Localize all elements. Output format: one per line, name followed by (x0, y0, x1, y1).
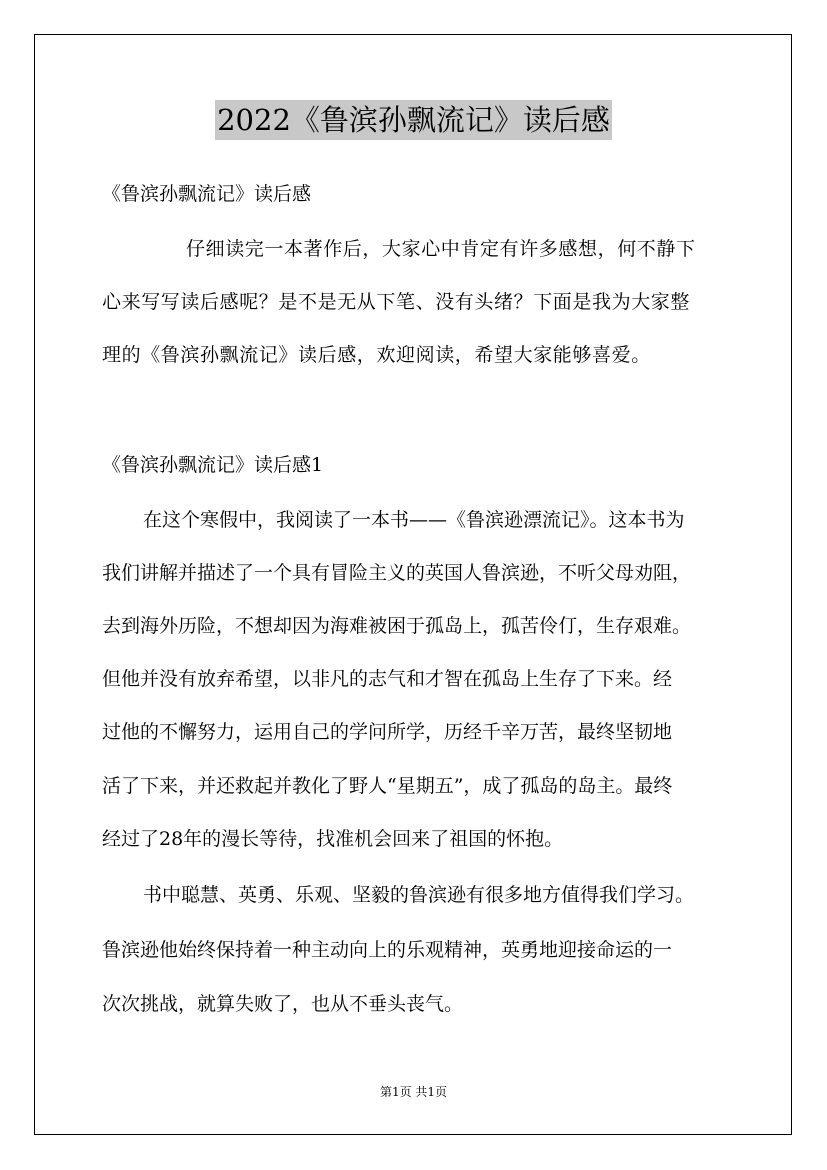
subtitle: 《鲁滨孙飘流记》读后感 (102, 183, 312, 205)
paragraph-line: 去到海外历险，不想却因为海难被困于孤岛上，孤苦伶仃，生存艰难。 (102, 615, 692, 637)
paragraph-line: 经过了28年的漫长等待，找准机会回来了祖国的怀抱。 (102, 828, 564, 850)
paragraph-line: 鲁滨逊他始终保持着一种主动向上的乐观精神，英勇地迎接命运的一 (102, 939, 673, 961)
document-title: 2022《鲁滨孙飘流记》读后感 (215, 100, 612, 140)
section-heading: 《鲁滨孙飘流记》读后感1 (102, 454, 324, 476)
paragraph-line: 书中聪慧、英勇、乐观、坚毅的鲁滨逊有很多地方值得我们学习。 (143, 884, 695, 906)
paragraph-line: 我们讲解并描述了一个具有冒险主义的英国人鲁滨逊，不听父母劝阻， (102, 562, 692, 584)
paragraph-line: 在这个寒假中，我阅读了一本书——《鲁滨逊漂流记》。这本书为 (143, 509, 685, 531)
intro-line: 心来写写读后感呢？是不是无从下笔、没有头绪？下面是我为大家整 (102, 291, 691, 313)
paragraph-line: 但他并没有放弃希望，以非凡的志气和才智在孤岛上生存了下来。经 (102, 668, 673, 690)
paragraph-line: 活了下来，并还救起并教化了野人“星期五”，成了孤岛的岛主。最终 (102, 775, 673, 797)
document-title-wrap (0, 100, 827, 140)
paragraph-line: 过他的不懈努力，运用自己的学问所学，历经千辛万苦，最终坚韧地 (102, 721, 673, 743)
page-footer: 第1页 共1页 (379, 1085, 448, 1099)
paragraph-line: 次次挑战，就算失败了，也从不垂头丧气。 (102, 993, 464, 1015)
intro-line: 仔细读完一本著作后，大家心中肯定有许多感想，何不静下 (186, 238, 696, 260)
intro-line: 理的《鲁滨孙飘流记》读后感，欢迎阅读，希望大家能够喜爱。 (102, 344, 651, 366)
